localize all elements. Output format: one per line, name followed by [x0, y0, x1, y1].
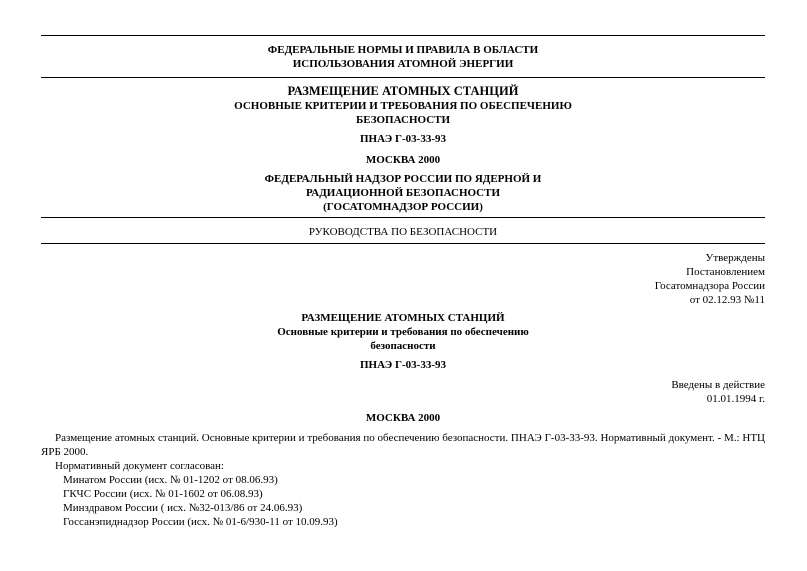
agency-line-2: РАДИАЦИОННОЙ БЕЗОПАСНОСТИ [305, 187, 501, 199]
agreed-heading: Нормативный документ согласован: [55, 460, 224, 472]
agreed-item: ГКЧС России (исх. № 01-1602 от 06.08.93) [63, 488, 263, 500]
agreed-item: Минатом России (исх. № 01-1202 от 08.06.93) [63, 474, 278, 486]
second-subtitle-1: Основные критерии и требования по обеспечению [277, 326, 529, 338]
header-rule [41, 77, 765, 78]
approval-block [655, 251, 765, 307]
subtitle-line-2: БЕЗОПАСНОСТИ [355, 114, 451, 126]
agreed-block [41, 459, 765, 529]
header-block [41, 43, 765, 71]
subtitle-line-1: ОСНОВНЫЕ КРИТЕРИИ И ТРЕБОВАНИЯ ПО ОБЕСПЕЧЕНИЮ [234, 100, 572, 112]
second-subtitle-2: безопасности [370, 340, 436, 352]
section-label: РУКОВОДСТВА ПО БЕЗОПАСНОСТИ [308, 226, 498, 238]
second-city-year: МОСКВА 2000 [365, 412, 441, 424]
document-code: ПНАЭ Г-03-33-93 [360, 133, 446, 145]
approval-line-4: от 02.12.93 №11 [689, 294, 765, 306]
effective-line-2: 01.01.1994 г. [706, 393, 765, 405]
approval-line-2: Постановлением [686, 266, 765, 278]
document-title: РАЗМЕЩЕНИЕ АТОМНЫХ СТАНЦИЙ [287, 84, 519, 98]
top-rule [41, 35, 765, 36]
approval-line-1: Утверждены [705, 252, 765, 264]
header-line-2: ИСПОЛЬЗОВАНИЯ АТОМНОЙ ЭНЕРГИИ [292, 58, 514, 70]
effective-line-1: Введены в действие [671, 379, 765, 391]
agency-rule [41, 217, 765, 218]
agreed-item: Минздравом России ( исх. №32-013/86 от 24.06.93) [63, 502, 303, 514]
agency-line-1: ФЕДЕРАЛЬНЫЙ НАДЗОР РОССИИ ПО ЯДЕРНОЙ И [264, 173, 542, 185]
second-document-code: ПНАЭ Г-03-33-93 [360, 359, 446, 371]
agency-block [41, 172, 765, 214]
citation-paragraph: Размещение атомных станций. Основные критерии и требования по обеспечению безопасности. ПНАЭ Г-03-33-93. Нормативный документ. - М.: НТЦ ЯРБ 2000. [41, 432, 765, 458]
agreed-item: Госсанэпиднадзор России (исх. № 01-6/930-11 от 10.09.93) [63, 516, 338, 528]
second-title: РАЗМЕЩЕНИЕ АТОМНЫХ СТАНЦИЙ [301, 312, 505, 324]
second-title-block [41, 311, 765, 353]
effective-block [671, 378, 765, 406]
approval-line-3: Госатомнадзора России [654, 280, 765, 292]
header-line-1: ФЕДЕРАЛЬНЫЕ НОРМЫ И ПРАВИЛА В ОБЛАСТИ [267, 44, 539, 56]
city-year: МОСКВА 2000 [365, 154, 441, 166]
agency-line-3: (ГОСАТОМНАДЗОР РОССИИ) [323, 201, 483, 213]
section-rule [41, 243, 765, 244]
subtitle-block [41, 99, 765, 127]
